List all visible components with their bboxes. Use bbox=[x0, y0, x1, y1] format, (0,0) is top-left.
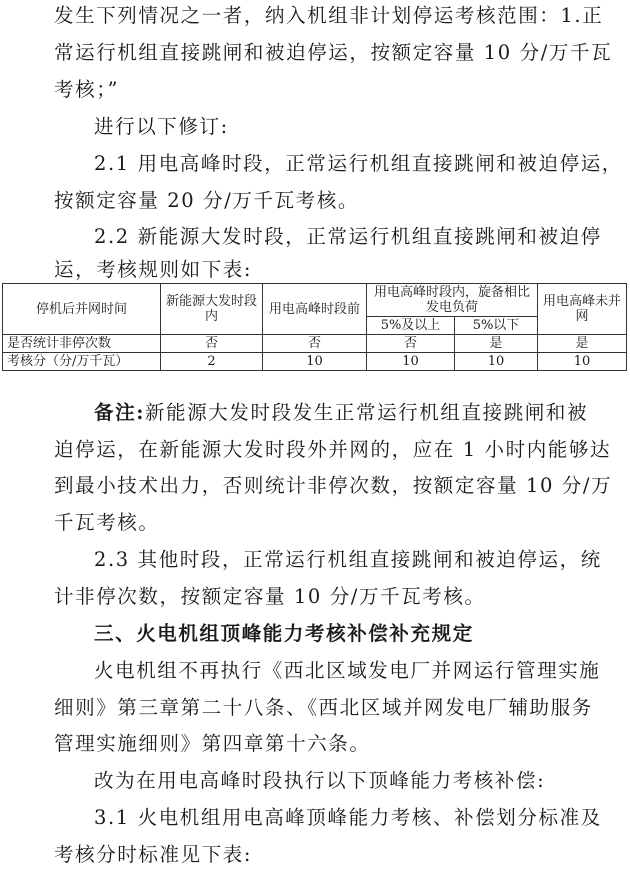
table-cell: 否 bbox=[263, 335, 367, 353]
table-cell: 10 bbox=[455, 353, 538, 371]
paragraph-line: 2.2 新能源大发时段，正常运行机组直接跳闸和被迫停 bbox=[94, 225, 602, 248]
paragraph-line: 计非停次数，按额定容量 10 分/万千瓦考核。 bbox=[54, 585, 486, 608]
table-cell: 2 bbox=[161, 353, 263, 371]
table-cell: 是 bbox=[455, 335, 538, 353]
paragraph-line: 管理实施细则》第四章第十六条。 bbox=[54, 732, 371, 755]
note-line: 千瓦考核。 bbox=[54, 511, 160, 534]
table-cell: 否 bbox=[367, 335, 455, 353]
note-line: 到最小技术出力，否则统计非停次数，按额定容量 10 分/万 bbox=[54, 474, 613, 497]
paragraph-line: 改为在用电高峰时段执行以下顶峰能力考核补偿: bbox=[94, 769, 546, 792]
paragraph-line: 3.1 火电机组用电高峰顶峰能力考核、补偿划分标准及 bbox=[94, 806, 602, 829]
note-label: 备注: bbox=[94, 401, 145, 424]
table-header: 新能源大发时段内 bbox=[161, 284, 263, 335]
paragraph-line: 2.1 用电高峰时段，正常运行机组直接跳闸和被迫停运， bbox=[94, 152, 623, 175]
paragraph-line: 细则》第三章第二十八条、《西北区域并网发电厂辅助服务 bbox=[54, 696, 593, 719]
table-cell: 10 bbox=[538, 353, 627, 371]
table-header: 用电高峰时段内，旋备相比发电负荷 bbox=[367, 284, 538, 317]
paragraph-line: 考核；” bbox=[54, 78, 120, 101]
table-cell: 是否统计非停次数 bbox=[3, 335, 161, 353]
paragraph-line: 运，考核规则如下表: bbox=[54, 258, 253, 281]
paragraph-line: 考核分时标准见下表: bbox=[54, 843, 253, 866]
table-cell: 10 bbox=[367, 353, 455, 371]
paragraph-line: 进行以下修订: bbox=[94, 115, 229, 138]
table-subheader: 5%以下 bbox=[455, 317, 538, 335]
table-header: 用电高峰时段前 bbox=[263, 284, 367, 335]
table-header: 用电高峰未并网 bbox=[538, 284, 627, 335]
table-row bbox=[3, 353, 627, 371]
table-row bbox=[3, 335, 627, 353]
note-text: 新能源大发时段发生正常运行机组直接跳闸和被 bbox=[145, 401, 589, 424]
assessment-table bbox=[2, 283, 627, 371]
table-header: 停机后并网时间 bbox=[3, 284, 161, 335]
note-line bbox=[94, 400, 589, 426]
paragraph-line: 2.3 其他时段，正常运行机组直接跳闸和被迫停运，统 bbox=[94, 548, 602, 571]
section-heading: 三、火电机组顶峰能力考核补偿补充规定 bbox=[94, 622, 474, 645]
paragraph-line: 发生下列情况之一者，纳入机组非计划停运考核范围：1.正 bbox=[54, 4, 604, 27]
table-cell: 10 bbox=[263, 353, 367, 371]
paragraph-line: 按额定容量 20 分/万千瓦考核。 bbox=[54, 189, 359, 212]
table-cell: 否 bbox=[161, 335, 263, 353]
paragraph-line: 常运行机组直接跳闸和被迫停运，按额定容量 10 分/万千瓦 bbox=[54, 41, 613, 64]
table-cell: 是 bbox=[538, 335, 627, 353]
note-line: 迫停运，在新能源大发时段外并网的，应在 1 小时内能够达 bbox=[54, 438, 612, 461]
table-cell: 考核分（分/万千瓦） bbox=[3, 353, 161, 371]
paragraph-line: 火电机组不再执行《西北区域发电厂并网运行管理实施 bbox=[94, 659, 601, 682]
table-subheader: 5%及以上 bbox=[367, 317, 455, 335]
